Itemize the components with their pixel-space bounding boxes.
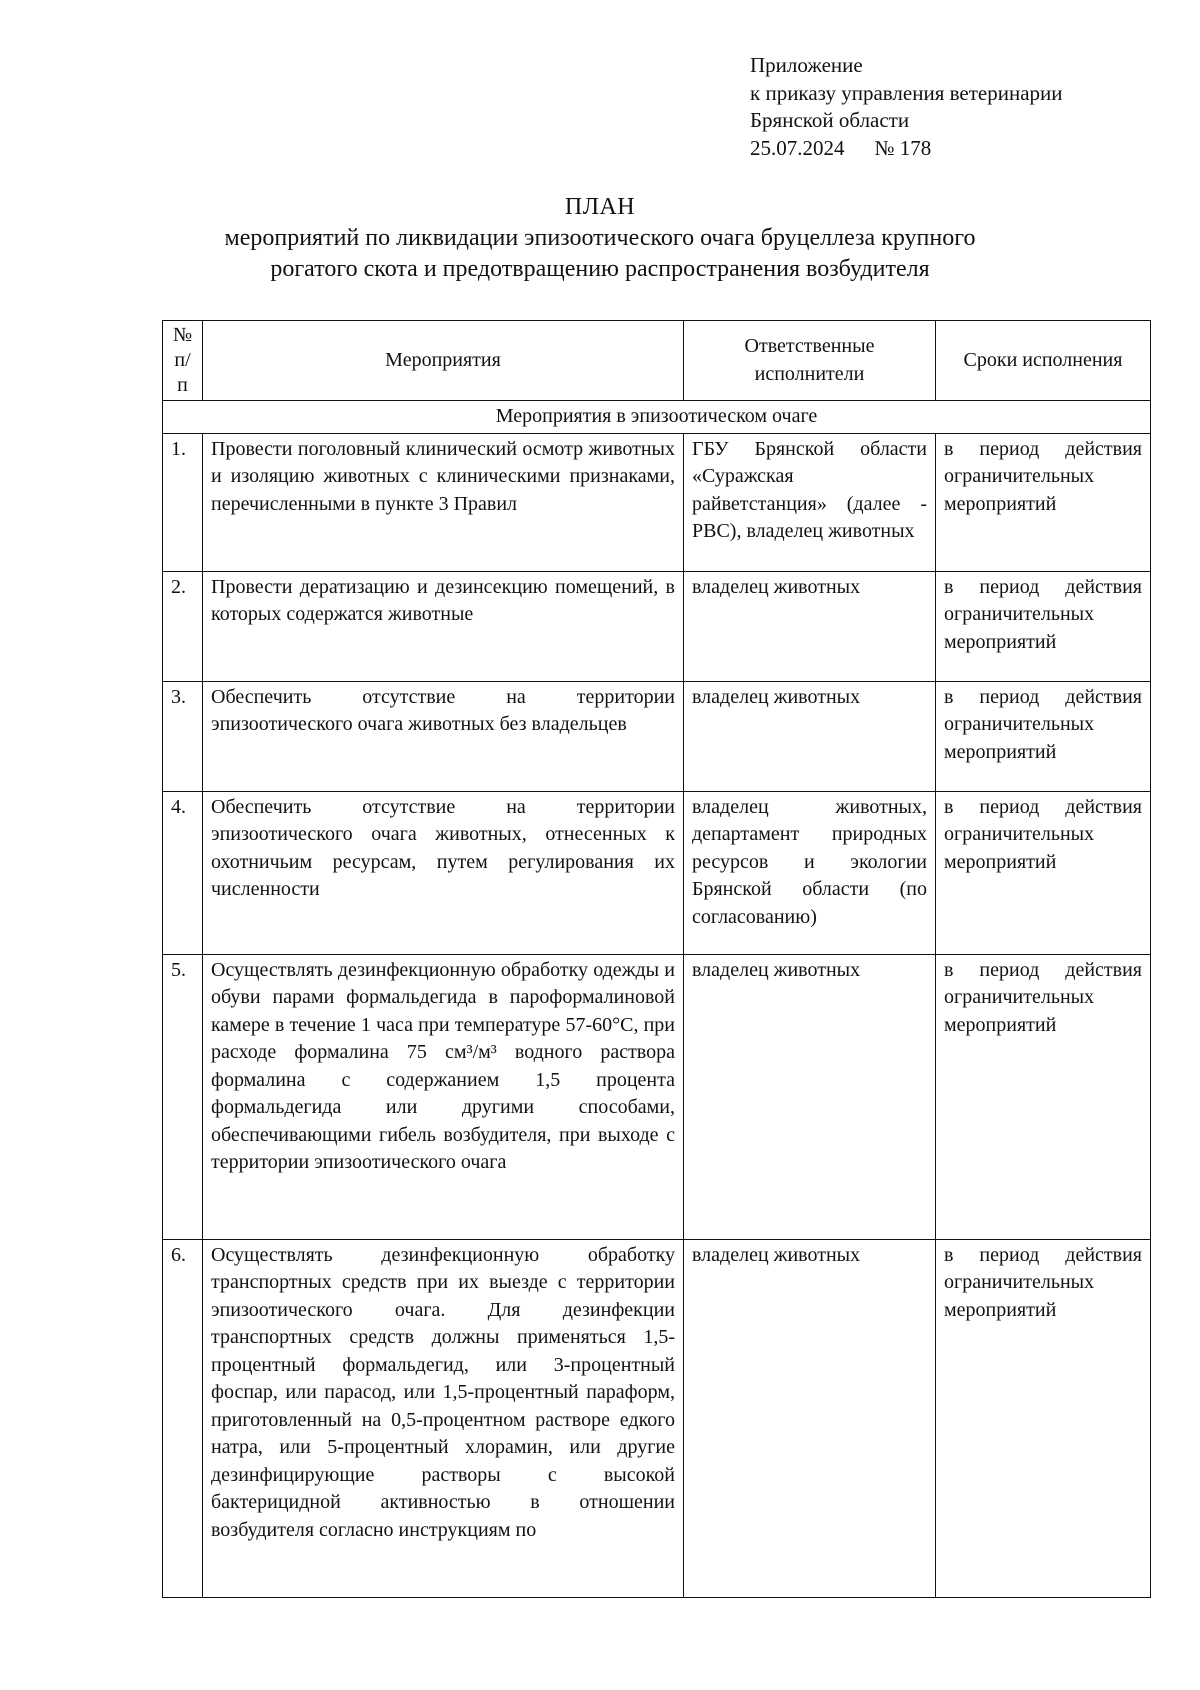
row-measure: Провести поголовный клинический осмотр животных и изоляцию животных с клиническими признаками, перечисленными в пункте 3 Правил [203,433,684,571]
appendix-block [750,52,1063,162]
section-row [163,401,1151,434]
title-heading: ПЛАН [564,194,636,220]
row-term: в период действия ограничительных мероприятий [936,681,1151,791]
row-measure: Осуществлять дезинфекционную обработку транспортных средств при их выезде с территории эпизоотического очага. Для дезинфекции транспортных средств должны применяться 1,5-процентный формальдегид, или 3-процентный фоспар, или парасод, или 1,5-процентный параформ, приготовленный на 0,5-процентном растворе едкого натра, или 5-процентный хлорамин, или другие дезинфицирующие растворы с высокой бактерицидной активностью в отношении возбудителя согласно инструкциям по [203,1239,684,1597]
row-executor: владелец животных [684,1239,936,1597]
appendix-region: Брянской области [750,108,910,132]
row-term: в период действия ограничительных мероприятий [936,571,1151,681]
row-number: 3. [163,681,203,791]
table-row [163,433,1151,571]
row-executor: владелец животных, департамент природных ресурсов и экологии Брянской области (по согласованию) [684,791,936,954]
row-number: 4. [163,791,203,954]
table-row [163,954,1151,1239]
title-subtitle-line2: рогатого скота и предотвращению распространения возбудителя [270,256,930,282]
row-number: 1. [163,433,203,571]
row-term: в период действия ограничительных мероприятий [936,1239,1151,1597]
row-executor: владелец животных [684,681,936,791]
row-measure: Обеспечить отсутствие на территории эпизоотического очага животных, отнесенных к охотничьим ресурсам, путем регулирования их численности [203,791,684,954]
table-row [163,791,1151,954]
row-term: в период действия ограничительных мероприятий [936,954,1151,1239]
row-measure: Обеспечить отсутствие на территории эпизоотического очага животных без владельцев [203,681,684,791]
row-executor: владелец животных [684,954,936,1239]
header-executors: Ответственные исполнители [684,321,936,401]
row-term: в период действия ограничительных мероприятий [936,433,1151,571]
row-number: 2. [163,571,203,681]
row-number: 5. [163,954,203,1239]
table-row [163,571,1151,681]
row-executor: владелец животных [684,571,936,681]
row-number: 6. [163,1239,203,1597]
table-header-row [163,321,1151,401]
table-row [163,1239,1151,1597]
row-executor: ГБУ Брянской области «Суражская райветстанция» (далее - РВС), владелец животных [684,433,936,571]
appendix-number: № 178 [874,135,932,160]
appendix-date: 25.07.2024 [750,135,845,160]
plan-table [162,320,1151,1598]
header-num: № п/п [163,321,203,401]
row-measure: Осуществлять дезинфекционную обработку одежды и обуви парами формальдегида в пароформалиновой камере в течение 1 часа при температуре 57-60°C, при расходе формалина 75 см³/м³ водного раствора формалина с содержанием 1,5 процента формальдегида или другими способами, обеспечивающими гибель возбудителя, при выходе с территории эпизоотического очага [203,954,684,1239]
appendix-label: Приложение [750,53,863,77]
appendix-date-number [750,135,1063,163]
document-title [150,192,1050,285]
header-terms: Сроки исполнения [936,321,1151,401]
table-row [163,681,1151,791]
header-measures: Мероприятия [203,321,684,401]
row-term: в период действия ограничительных мероприятий [936,791,1151,954]
section-title: Мероприятия в эпизоотическом очаге [163,401,1151,434]
row-measure: Провести дератизацию и дезинсекцию помещений, в которых содержатся животные [203,571,684,681]
title-subtitle-line1: мероприятий по ликвидации эпизоотического очага бруцеллеза крупного [224,225,976,251]
appendix-order-ref: к приказу управления ветеринарии [750,80,1063,105]
